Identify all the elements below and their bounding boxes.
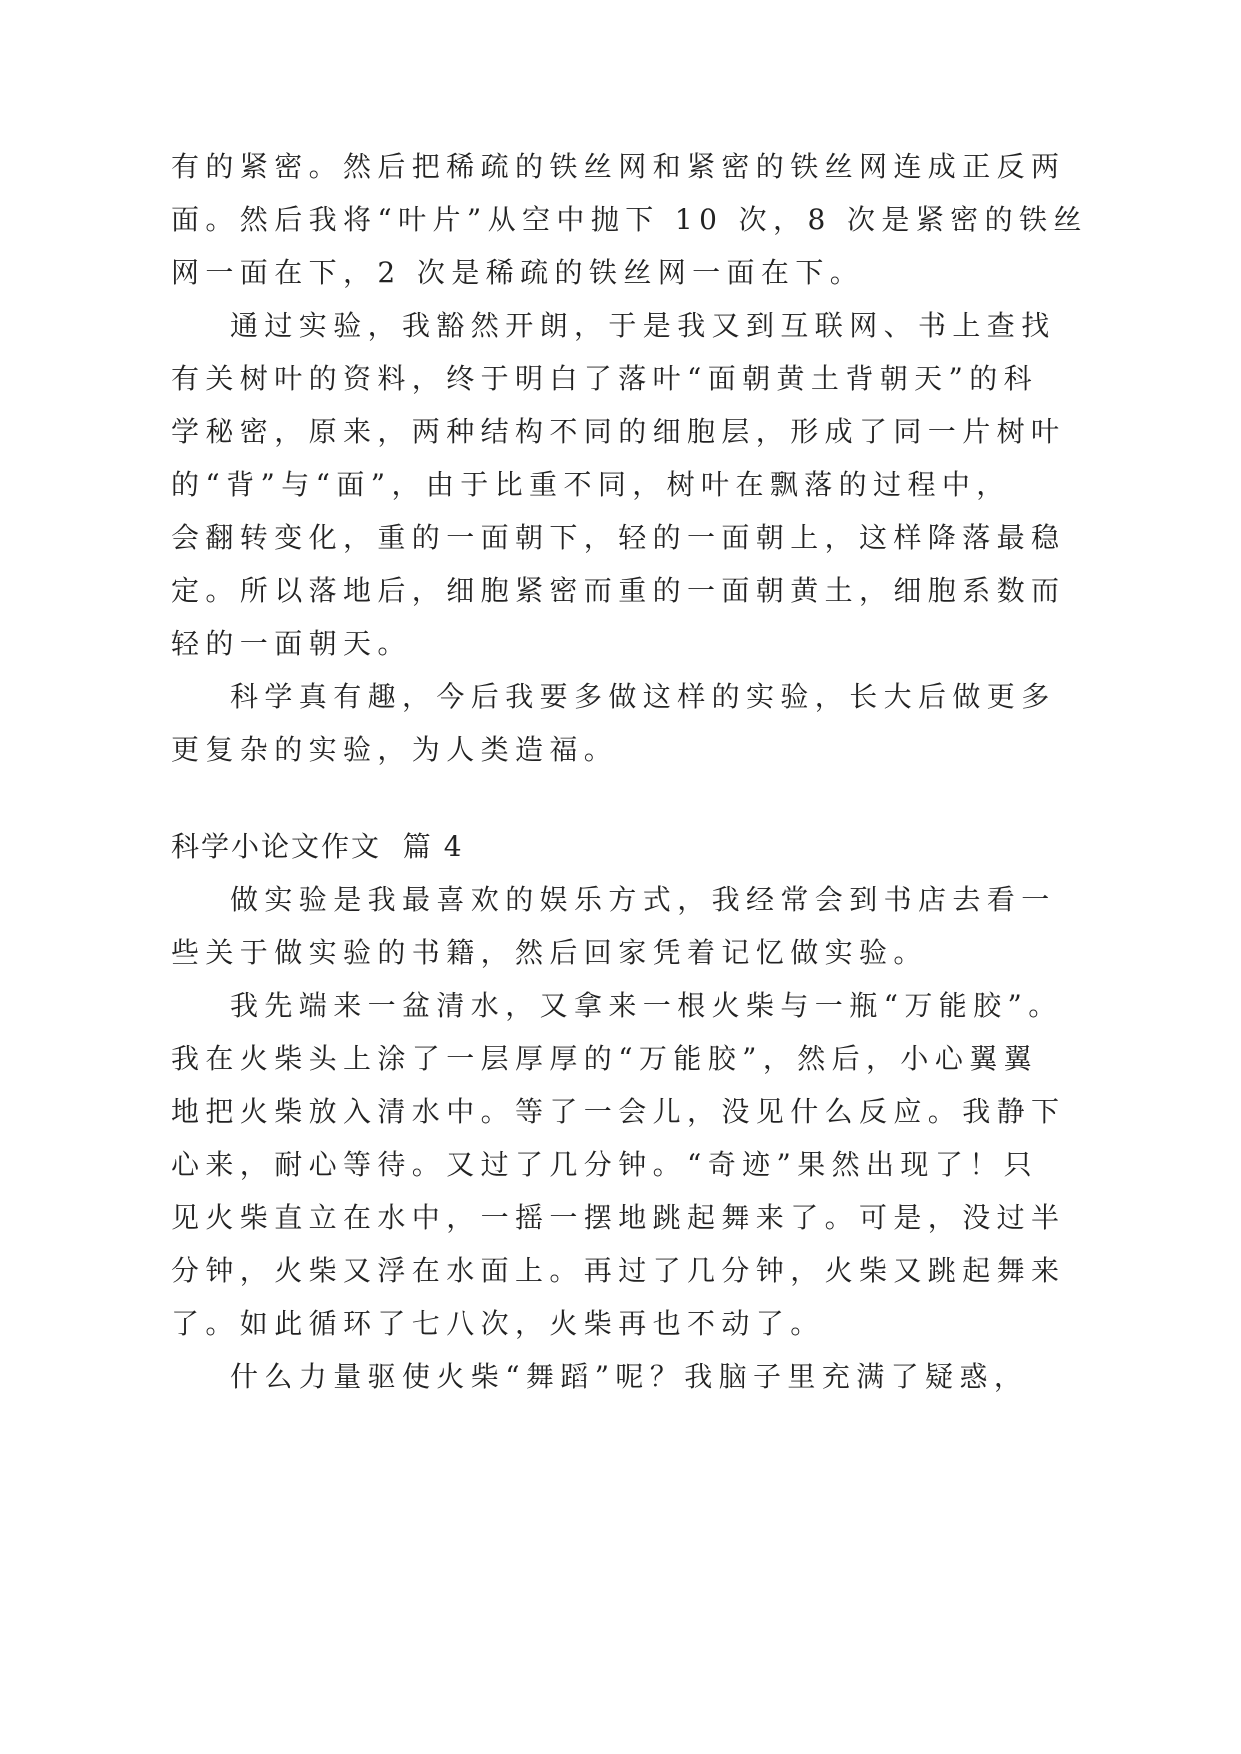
paragraph-1-line-2: 面。然后我将“叶片”从空中抛下 10 次，8 次是紧密的铁丝 [171,203,1088,236]
paragraph-1-line-3: 网一面在下，2 次是稀疏的铁丝网一面在下。 [171,256,865,289]
paragraph-6-line-1: 什么力量驱使火柴“舞蹈”呢？我脑子里充满了疑惑， [230,1360,1029,1393]
paragraph-5-line-3: 地把火柴放入清水中。等了一会儿，没见什么反应。我静下 [171,1095,1066,1128]
paragraph-4-line-1: 做实验是我最喜欢的娱乐方式，我经常会到书店去看一 [230,883,1056,916]
paragraph-2-line-2: 有关树叶的资料，终于明白了落叶“面朝黄土背朝天”的科 [171,362,1039,395]
paragraph-5-line-5: 见火柴直立在水中，一摇一摆地跳起舞来了。可是，没过半 [171,1201,1066,1234]
paragraph-2-line-3: 学秘密，原来，两种结构不同的细胞层，形成了同一片树叶 [171,415,1066,448]
paragraph-1-line-1: 有的紧密。然后把稀疏的铁丝网和紧密的铁丝网连成正反两 [171,150,1066,183]
paragraph-5-line-2: 我在火柴头上涂了一层厚厚的“万能胶”，然后，小心翼翼 [171,1042,1039,1075]
paragraph-5-line-4: 心来，耐心等待。又过了几分钟。“奇迹”果然出现了！只 [171,1148,1039,1181]
paragraph-2-line-1: 通过实验，我豁然开朗，于是我又到互联网、书上查找 [230,309,1056,342]
paragraph-2-line-5: 会翻转变化，重的一面朝下，轻的一面朝上，这样降落最稳 [171,521,1066,554]
paragraph-4-line-2: 些关于做实验的书籍，然后回家凭着记忆做实验。 [171,936,928,969]
paragraph-5-line-6: 分钟，火柴又浮在水面上。再过了几分钟，火柴又跳起舞来 [171,1254,1066,1287]
paragraph-5-line-7: 了。如此循环了七八次，火柴再也不动了。 [171,1307,825,1340]
paragraph-2-line-4: 的“背”与“面”，由于比重不同，树叶在飘落的过程中， [171,468,1011,501]
paragraph-3-line-2: 更复杂的实验，为人类造福。 [171,733,619,766]
paragraph-3-line-1: 科学真有趣，今后我要多做这样的实验，长大后做更多 [230,680,1056,713]
paragraph-2-line-7: 轻的一面朝天。 [171,627,412,660]
section-heading: 科学小论文作文 篇 4 [171,830,464,863]
paragraph-2-line-6: 定。所以落地后，细胞紧密而重的一面朝黄土，细胞系数而 [171,574,1066,607]
paragraph-5-line-1: 我先端来一盆清水，又拿来一根火柴与一瓶“万能胶”。 [230,989,1063,1022]
